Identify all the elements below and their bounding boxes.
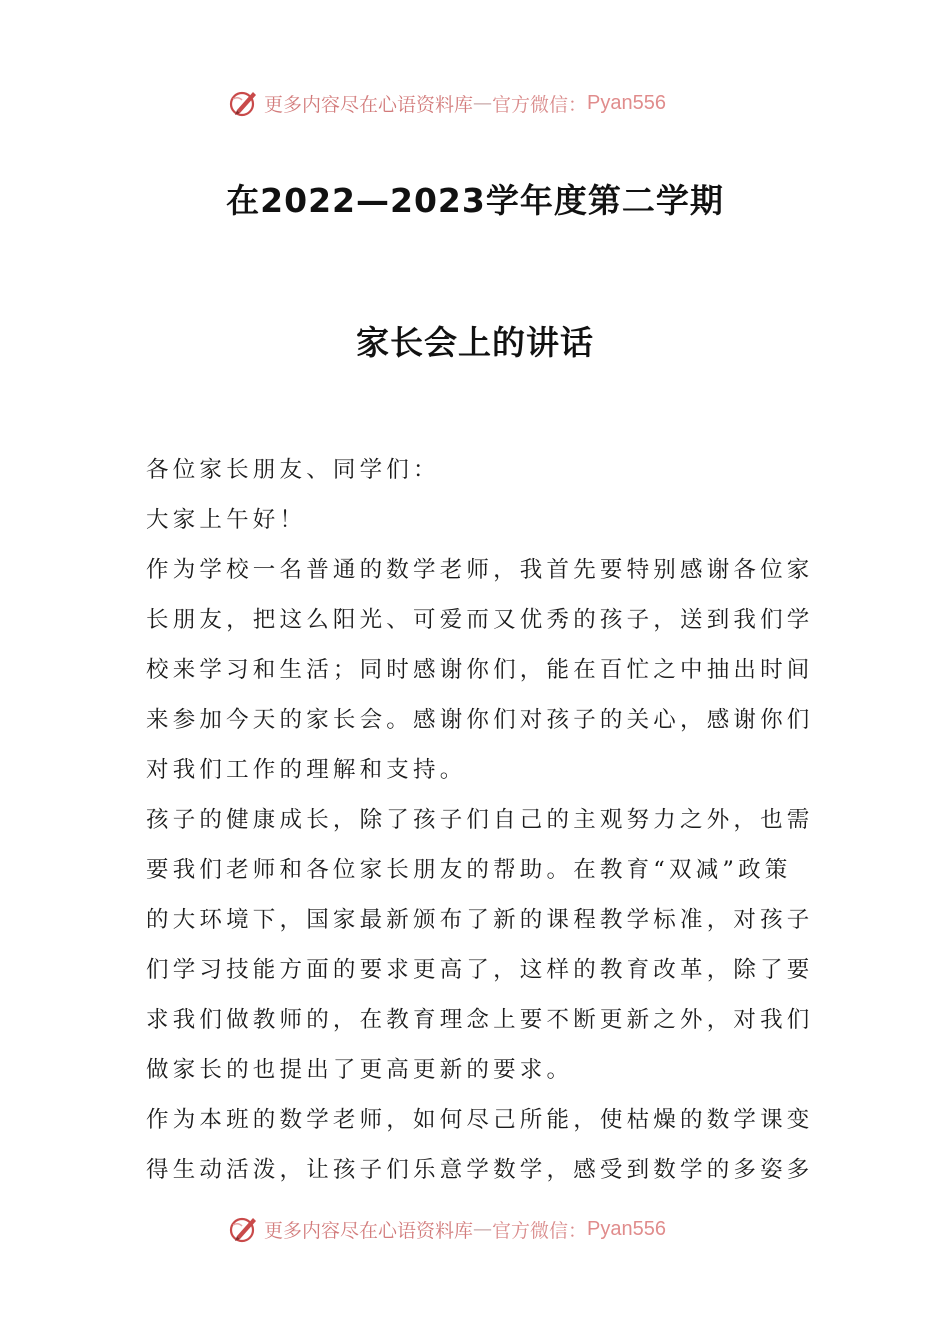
watermark-dash: — [473, 1218, 493, 1240]
body-line: 求我们做教师的，在教育理念上要不断更新之外，对我们 [146, 1007, 814, 1033]
watermark-wechat-id: Pyan556 [587, 91, 666, 114]
page-title-line-2: 家长会上的讲话 [356, 323, 594, 362]
footer-watermark [228, 1212, 748, 1246]
watermark-dash: — [473, 92, 493, 114]
body-line: 作为本班的数学老师，如何尽己所能，使枯燥的数学课变 [146, 1107, 814, 1133]
speech-body [146, 445, 814, 1195]
header-watermark [228, 86, 748, 120]
body-line: 来参加今天的家长会。感谢你们对孩子的关心，感谢你们 [146, 707, 814, 733]
watermark-label: 官方微信： [492, 93, 588, 116]
body-line: 要我们老师和各位家长朋友的帮助。在教育“双减”政策 [146, 857, 792, 883]
body-line: 长朋友，把这么阳光、可爱而又优秀的孩子，送到我们学 [146, 607, 814, 633]
body-line: 做家长的也提出了更高更新的要求。 [146, 1057, 574, 1083]
body-line: 校来学习和生活；同时感谢你们，能在百忙之中抽出时间 [146, 657, 814, 683]
body-line: 大家上午好！ [146, 507, 307, 533]
watermark-brand: 更多内容尽在心语资料库 [264, 93, 474, 116]
watermark-wechat-id: Pyan556 [587, 1217, 666, 1240]
watermark-brand: 更多内容尽在心语资料库 [264, 1219, 474, 1242]
pen-logo-icon [228, 87, 260, 119]
watermark-label: 官方微信： [492, 1219, 588, 1242]
body-line: 作为学校一名普通的数学老师，我首先要特别感谢各位家 [146, 557, 814, 583]
body-line: 孩子的健康成长，除了孩子们自己的主观努力之外，也需 [146, 807, 814, 833]
page-title-line-1: 在2022—2023学年度第二学期 [226, 181, 724, 220]
body-line: 们学习技能方面的要求更高了，这样的教育改革，除了要 [146, 957, 814, 983]
body-line: 各位家长朋友、同学们： [146, 457, 440, 483]
body-line: 得生动活泼，让孩子们乐意学数学，感受到数学的多姿多 [146, 1157, 814, 1183]
body-line: 的大环境下，国家最新颁布了新的课程教学标准，对孩子 [146, 907, 814, 933]
pen-logo-icon [228, 1213, 260, 1245]
body-line: 对我们工作的理解和支持。 [146, 757, 467, 783]
